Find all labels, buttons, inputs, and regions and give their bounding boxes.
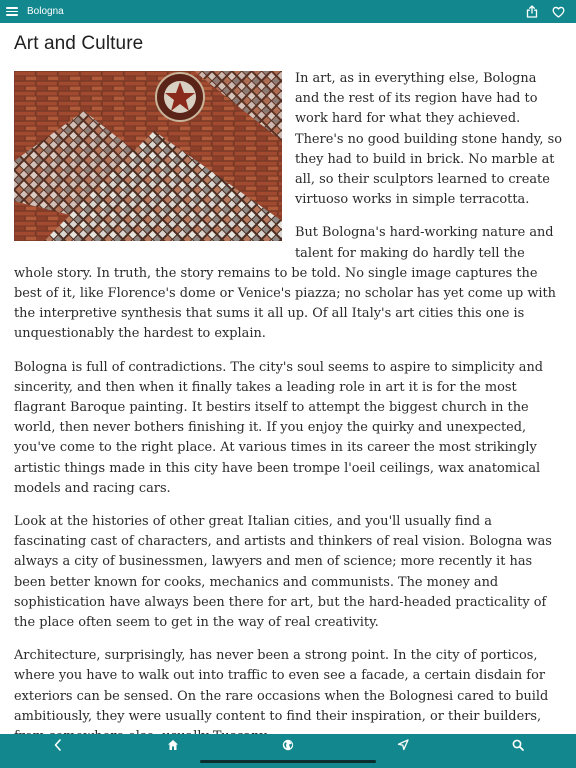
home-indicator[interactable] — [200, 760, 376, 763]
globe-button[interactable] — [230, 734, 345, 751]
home-button[interactable] — [115, 734, 230, 751]
app-title: Bologna — [27, 6, 64, 17]
page-title: Art and Culture — [14, 33, 144, 54]
heart-icon[interactable] — [552, 6, 565, 18]
paragraph: But Bologna's hard-working nature and talent for making do hardly tell the whole story. In truth, the story remains to be told. No single image captures the best of it, like Florence's dome or Venice's piazza; no scholar has yet come up with the interpretive synthesis that sums it all up. Of all Italy's art cities this one is unquestionably the hardest to explain. — [14, 225, 556, 342]
location-button[interactable] — [346, 734, 461, 751]
paragraph: Look at the histories of other great Italian cities, and you'll usually find a fascinating cast of characters, and artists and thinkers of real vision. Bologna was always a city of businessmen, lawyers and men of science; more recently it has been better known for cooks, mechanics and communists. The money and sophistication have always been there for art, but the hard-headed practicality of the place often seem to get in the way of real creativity. — [14, 514, 552, 631]
location-arrow-icon — [397, 739, 409, 751]
hamburger-menu-icon[interactable] — [6, 7, 18, 16]
top-app-bar — [0, 0, 576, 23]
paragraph: Architecture, surprisingly, has never been a strong point. In the city of porticos, where you have to walk out into traffic to even see a facade, a certain disdain for exteriors can be sensed. On the rare occasions when the Bolognesi cared to build ambitiously, they were usually content to find their inspiration, or their builders, — [14, 648, 549, 724]
paragraph: In art, as in everything else, Bologna and the rest of its region have had to work hard for what they achieved. There's no good building stone handy, so they had to build in brick. No marble at all, so their sculptors learned to create virtuoso works in simple terracotta. — [295, 71, 562, 208]
topbar-actions — [526, 5, 565, 18]
search-button[interactable] — [461, 734, 576, 751]
paragraph: Bologna is full of contradictions. The city's soul seems to aspire to simplicity and sincerity, and then when it finally takes a leading role in art it is for the most flagrant Baroque painting. It bestirs itself to attempt the biggest church in the world, then never bothers finishing it. If you enjoy the quirky and unexpected, you've come to the right place. At various times in its career the most strikingly artistic things made in this city have been trompe l'oeil ceilings, wax anatomical models and racing cars. — [14, 359, 544, 496]
home-icon — [167, 739, 179, 751]
article-image — [14, 71, 282, 241]
back-icon — [53, 739, 63, 751]
bottom-nav-bar — [0, 734, 576, 768]
search-icon — [512, 739, 524, 751]
back-button[interactable] — [0, 734, 115, 751]
share-icon[interactable] — [526, 5, 538, 18]
article-content — [0, 23, 576, 734]
globe-icon — [282, 739, 294, 751]
